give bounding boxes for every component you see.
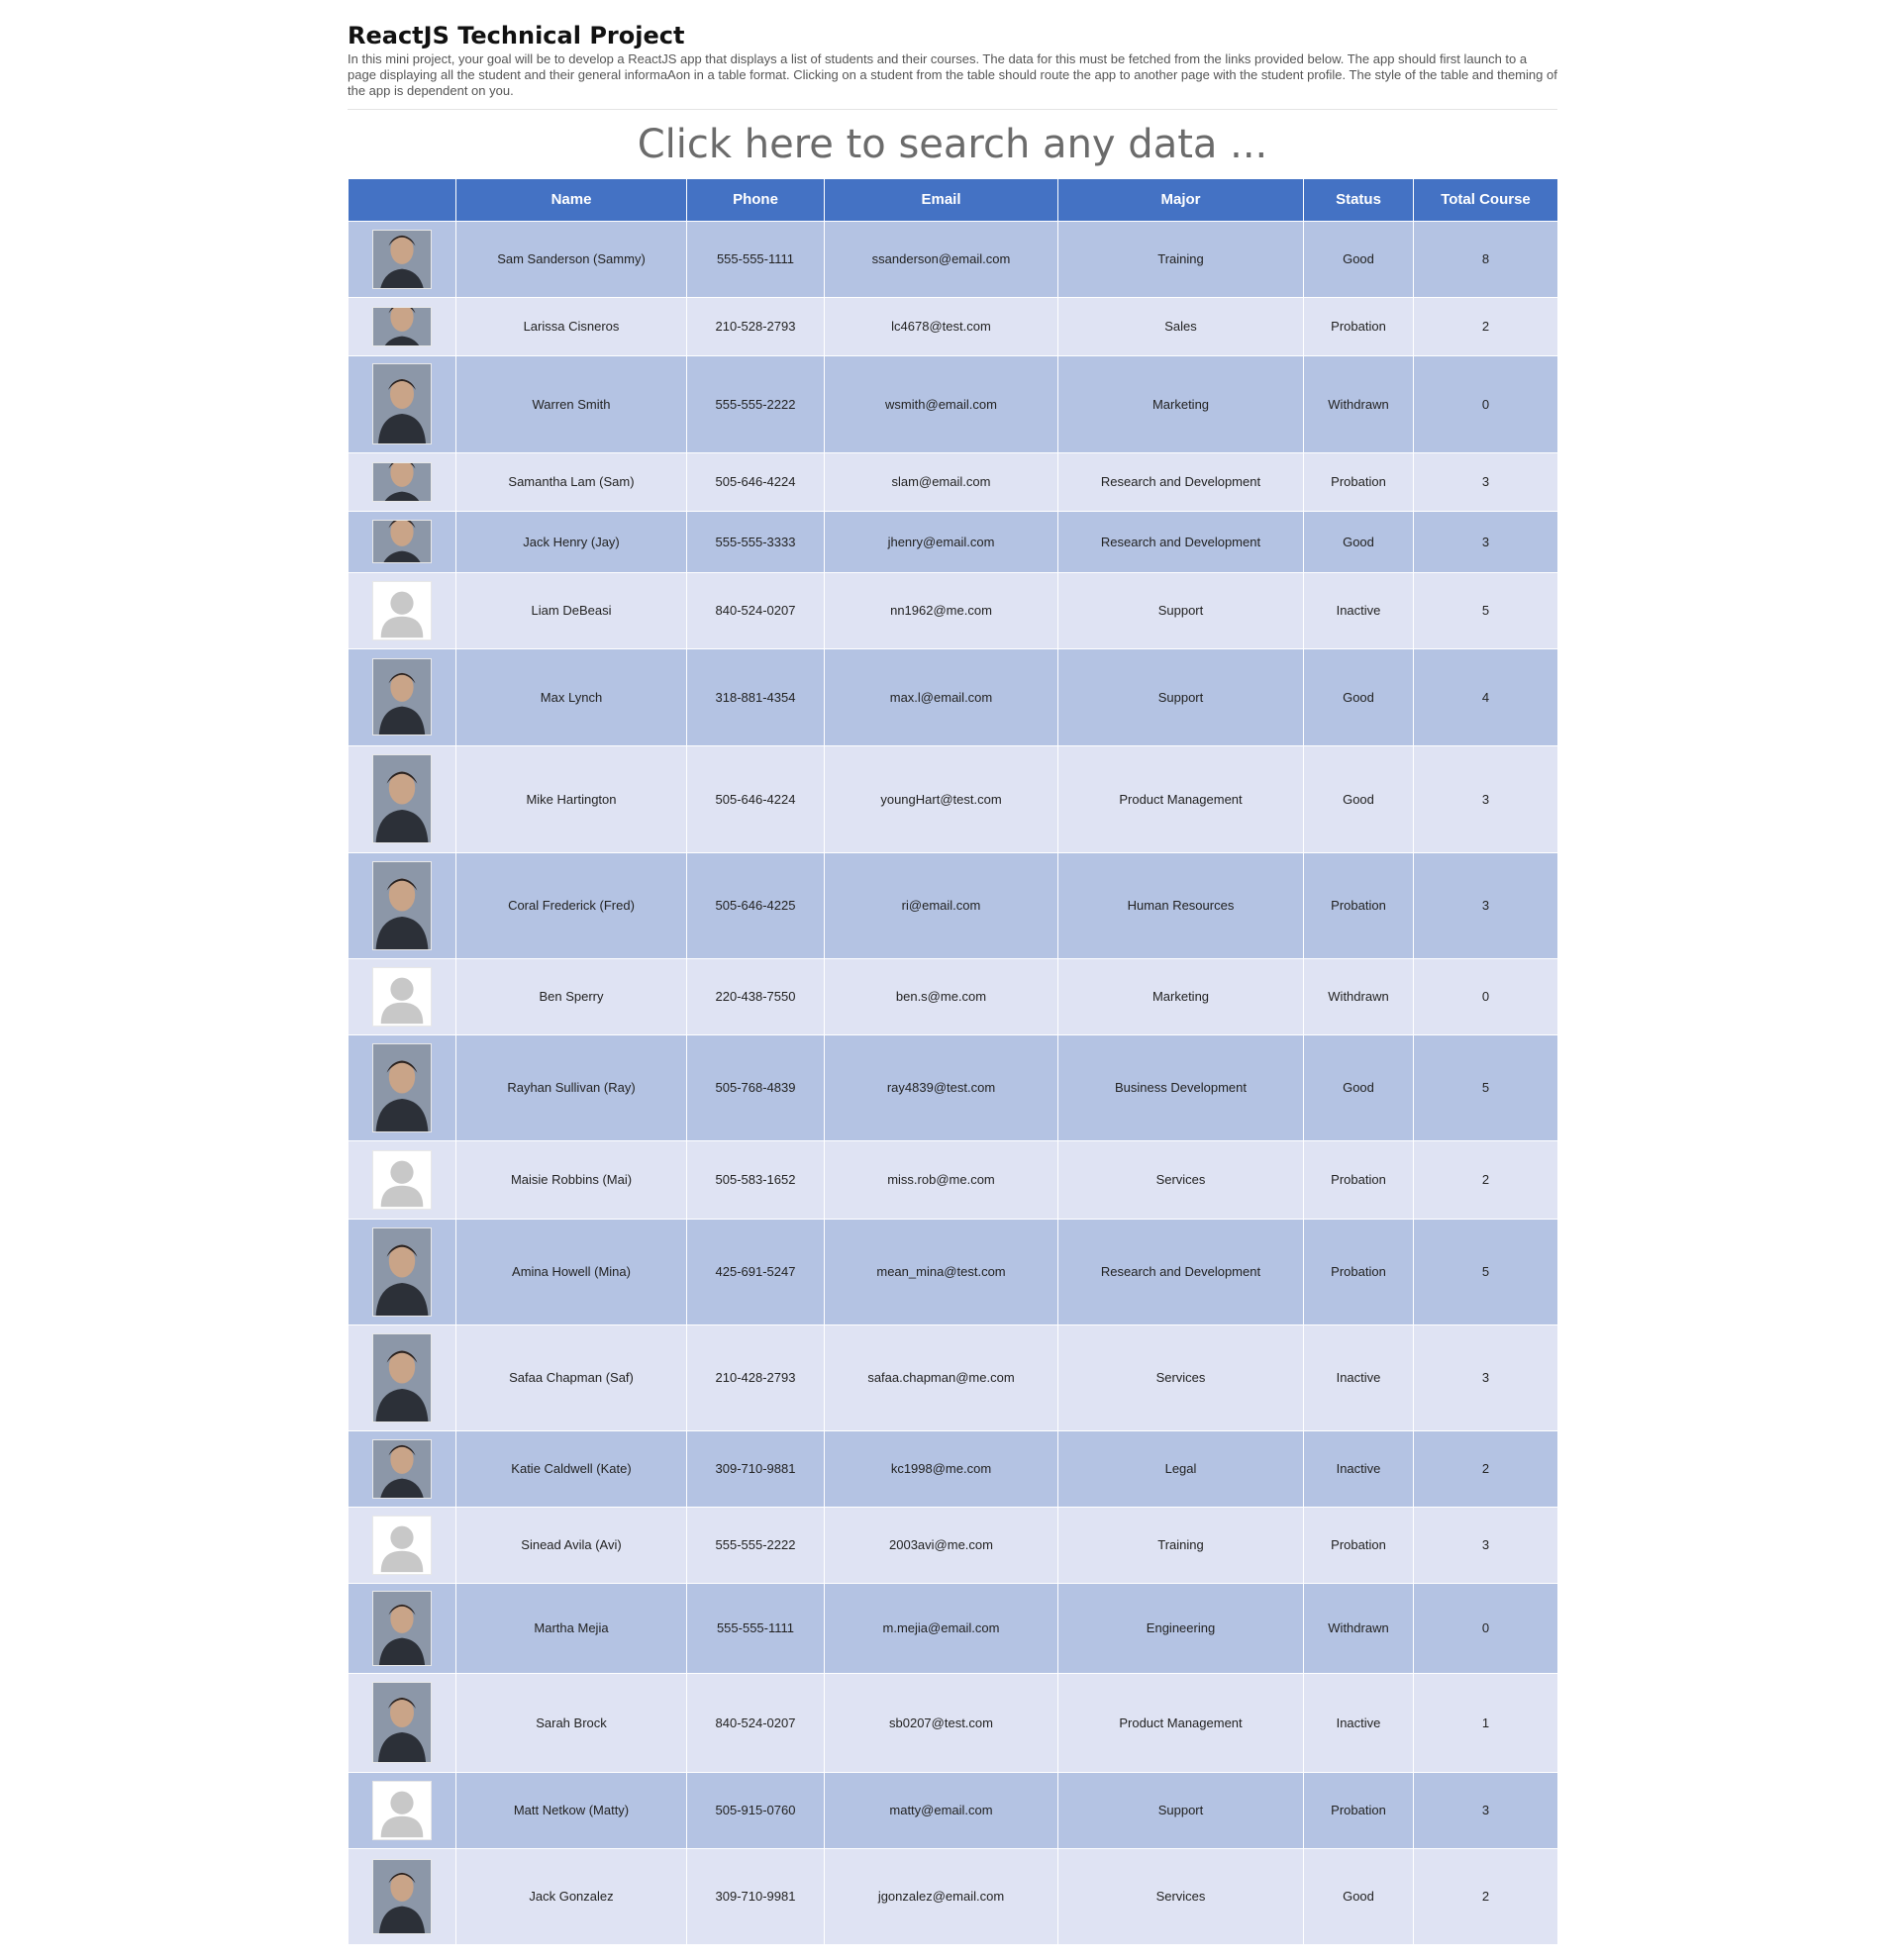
cell-email: m.mejia@email.com — [825, 1583, 1058, 1673]
cell-phone: 505-646-4224 — [687, 745, 825, 852]
cell-phone: 505-768-4839 — [687, 1034, 825, 1140]
cell-major: Support — [1058, 648, 1304, 745]
table-row[interactable] — [349, 221, 1558, 297]
avatar-cell — [349, 1324, 456, 1430]
avatar-cell — [349, 745, 456, 852]
column-header-total-course[interactable]: Total Course — [1414, 179, 1558, 221]
cell-name: Sinead Avila (Avi) — [456, 1507, 687, 1583]
cell-major: Support — [1058, 1772, 1304, 1848]
table-row[interactable] — [349, 1507, 1558, 1583]
avatar-cell — [349, 1583, 456, 1673]
cell-email: matty@email.com — [825, 1772, 1058, 1848]
cell-courses: 2 — [1414, 1140, 1558, 1219]
cell-status: Inactive — [1304, 1324, 1414, 1430]
avatar-cell — [349, 452, 456, 511]
cell-name: Warren Smith — [456, 355, 687, 452]
cell-phone: 840-524-0207 — [687, 572, 825, 648]
cell-name: Samantha Lam (Sam) — [456, 452, 687, 511]
table-row[interactable] — [349, 1673, 1558, 1772]
avatar-cell — [349, 1848, 456, 1944]
cell-major: Marketing — [1058, 355, 1304, 452]
default-avatar-icon — [372, 581, 432, 640]
cell-name: Larissa Cisneros — [456, 297, 687, 355]
cell-courses: 3 — [1414, 852, 1558, 958]
cell-phone: 505-915-0760 — [687, 1772, 825, 1848]
avatar-cell — [349, 221, 456, 297]
cell-name: Sarah Brock — [456, 1673, 687, 1772]
cell-major: Services — [1058, 1140, 1304, 1219]
cell-status: Inactive — [1304, 1430, 1414, 1507]
cell-email: ben.s@me.com — [825, 958, 1058, 1034]
search-input[interactable] — [507, 122, 1398, 167]
cell-name: Sam Sanderson (Sammy) — [456, 221, 687, 297]
cell-name: Jack Gonzalez — [456, 1848, 687, 1944]
cell-status: Probation — [1304, 852, 1414, 958]
cell-phone: 555-555-1111 — [687, 221, 825, 297]
avatar-cell — [349, 852, 456, 958]
avatar-cell — [349, 958, 456, 1034]
student-photo — [372, 1043, 432, 1132]
cell-name: Jack Henry (Jay) — [456, 511, 687, 572]
cell-courses: 4 — [1414, 648, 1558, 745]
cell-name: Katie Caldwell (Kate) — [456, 1430, 687, 1507]
cell-phone: 505-583-1652 — [687, 1140, 825, 1219]
table-row[interactable] — [349, 958, 1558, 1034]
avatar-cell — [349, 1430, 456, 1507]
cell-courses: 1 — [1414, 1673, 1558, 1772]
cell-name: Maisie Robbins (Mai) — [456, 1140, 687, 1219]
cell-name: Mike Hartington — [456, 745, 687, 852]
cell-email: kc1998@me.com — [825, 1430, 1058, 1507]
cell-major: Product Management — [1058, 745, 1304, 852]
table-body — [349, 221, 1558, 1944]
cell-email: youngHart@test.com — [825, 745, 1058, 852]
cell-status: Inactive — [1304, 1673, 1414, 1772]
cell-major: Legal — [1058, 1430, 1304, 1507]
student-photo — [372, 1859, 432, 1934]
cell-email: sb0207@test.com — [825, 1673, 1058, 1772]
cell-email: ssanderson@email.com — [825, 221, 1058, 297]
avatar-cell — [349, 1219, 456, 1324]
cell-courses: 5 — [1414, 1219, 1558, 1324]
cell-courses: 3 — [1414, 1772, 1558, 1848]
cell-courses: 3 — [1414, 745, 1558, 852]
avatar-cell — [349, 1507, 456, 1583]
cell-name: Liam DeBeasi — [456, 572, 687, 648]
student-photo — [372, 363, 432, 444]
column-header-name[interactable]: Name — [456, 179, 687, 221]
cell-phone: 555-555-2222 — [687, 1507, 825, 1583]
student-photo — [372, 1333, 432, 1422]
cell-email: nn1962@me.com — [825, 572, 1058, 648]
cell-name: Matt Netkow (Matty) — [456, 1772, 687, 1848]
default-avatar-icon — [372, 1150, 432, 1210]
search-bar — [348, 110, 1557, 179]
avatar-cell — [349, 297, 456, 355]
cell-name: Safaa Chapman (Saf) — [456, 1324, 687, 1430]
student-photo — [372, 307, 432, 346]
avatar-cell — [349, 648, 456, 745]
column-header-email[interactable]: Email — [825, 179, 1058, 221]
cell-email: max.l@email.com — [825, 648, 1058, 745]
cell-name: Max Lynch — [456, 648, 687, 745]
student-photo — [372, 1227, 432, 1317]
cell-status: Probation — [1304, 452, 1414, 511]
student-photo — [372, 658, 432, 735]
cell-major: Business Development — [1058, 1034, 1304, 1140]
cell-email: jgonzalez@email.com — [825, 1848, 1058, 1944]
student-photo — [372, 462, 432, 502]
cell-courses: 3 — [1414, 1324, 1558, 1430]
student-photo — [372, 1591, 432, 1666]
cell-phone: 505-646-4225 — [687, 852, 825, 958]
cell-major: Product Management — [1058, 1673, 1304, 1772]
cell-status: Withdrawn — [1304, 958, 1414, 1034]
cell-status: Good — [1304, 1034, 1414, 1140]
table-row[interactable] — [349, 1034, 1558, 1140]
page-description: In this mini project, your goal will be to develop a ReactJS app that displays a list of students and their courses. The data for this must be fetched from the links provided below. The app should first launch to a page displaying all the student and their general informaAon in a table format. Clicking on a student from the table should route the app to another page with the student profile. The style of the table and theming of the app is dependent on you. — [348, 51, 1557, 98]
avatar-cell — [349, 511, 456, 572]
cell-email: mean_mina@test.com — [825, 1219, 1058, 1324]
cell-courses: 3 — [1414, 1507, 1558, 1583]
table-row[interactable] — [349, 297, 1558, 355]
cell-major: Research and Development — [1058, 452, 1304, 511]
cell-email: ri@email.com — [825, 852, 1058, 958]
column-header-major[interactable]: Major — [1058, 179, 1304, 221]
cell-status: Inactive — [1304, 572, 1414, 648]
cell-name: Rayhan Sullivan (Ray) — [456, 1034, 687, 1140]
cell-courses: 3 — [1414, 452, 1558, 511]
default-avatar-icon — [372, 1516, 432, 1575]
table-row[interactable] — [349, 648, 1558, 745]
cell-major: Marketing — [1058, 958, 1304, 1034]
cell-courses: 0 — [1414, 1583, 1558, 1673]
cell-major: Services — [1058, 1848, 1304, 1944]
cell-name: Amina Howell (Mina) — [456, 1219, 687, 1324]
cell-phone: 505-646-4224 — [687, 452, 825, 511]
table-row[interactable] — [349, 1430, 1558, 1507]
cell-email: lc4678@test.com — [825, 297, 1058, 355]
cell-major: Training — [1058, 221, 1304, 297]
cell-status: Good — [1304, 1848, 1414, 1944]
cell-email: miss.rob@me.com — [825, 1140, 1058, 1219]
table-row[interactable] — [349, 511, 1558, 572]
cell-phone: 309-710-9981 — [687, 1848, 825, 1944]
column-header-photo[interactable] — [349, 179, 456, 221]
avatar-cell — [349, 1034, 456, 1140]
table-row[interactable] — [349, 1772, 1558, 1848]
default-avatar-icon — [372, 1781, 432, 1840]
page-title: ReactJS Technical Project — [348, 22, 685, 49]
cell-email: jhenry@email.com — [825, 511, 1058, 572]
cell-phone: 220-438-7550 — [687, 958, 825, 1034]
table-row[interactable] — [349, 1140, 1558, 1219]
cell-status: Probation — [1304, 297, 1414, 355]
students-table — [348, 179, 1558, 1945]
cell-phone: 318-881-4354 — [687, 648, 825, 745]
cell-status: Probation — [1304, 1507, 1414, 1583]
cell-status: Probation — [1304, 1140, 1414, 1219]
cell-phone: 555-555-1111 — [687, 1583, 825, 1673]
cell-major: Training — [1058, 1507, 1304, 1583]
cell-status: Withdrawn — [1304, 1583, 1414, 1673]
table-row[interactable] — [349, 1324, 1558, 1430]
cell-phone: 425-691-5247 — [687, 1219, 825, 1324]
cell-courses: 2 — [1414, 1430, 1558, 1507]
cell-status: Good — [1304, 511, 1414, 572]
table-header-row — [349, 179, 1558, 221]
cell-email: ray4839@test.com — [825, 1034, 1058, 1140]
cell-major: Engineering — [1058, 1583, 1304, 1673]
student-photo — [372, 1439, 432, 1499]
table-row[interactable] — [349, 1583, 1558, 1673]
cell-status: Good — [1304, 745, 1414, 852]
cell-status: Probation — [1304, 1219, 1414, 1324]
cell-courses: 0 — [1414, 958, 1558, 1034]
student-photo — [372, 1682, 432, 1763]
cell-phone: 840-524-0207 — [687, 1673, 825, 1772]
default-avatar-icon — [372, 967, 432, 1027]
avatar-cell — [349, 1772, 456, 1848]
cell-courses: 2 — [1414, 1848, 1558, 1944]
table-row[interactable] — [349, 355, 1558, 452]
table-row[interactable] — [349, 852, 1558, 958]
cell-major: Support — [1058, 572, 1304, 648]
cell-phone: 555-555-2222 — [687, 355, 825, 452]
cell-major: Sales — [1058, 297, 1304, 355]
cell-major: Research and Development — [1058, 511, 1304, 572]
cell-status: Withdrawn — [1304, 355, 1414, 452]
table-row[interactable] — [349, 1219, 1558, 1324]
cell-major: Research and Development — [1058, 1219, 1304, 1324]
cell-email: 2003avi@me.com — [825, 1507, 1058, 1583]
cell-courses: 2 — [1414, 297, 1558, 355]
cell-phone: 210-528-2793 — [687, 297, 825, 355]
cell-status: Good — [1304, 221, 1414, 297]
cell-phone: 210-428-2793 — [687, 1324, 825, 1430]
cell-email: safaa.chapman@me.com — [825, 1324, 1058, 1430]
avatar-cell — [349, 355, 456, 452]
column-header-phone[interactable]: Phone — [687, 179, 825, 221]
cell-email: slam@email.com — [825, 452, 1058, 511]
cell-status: Good — [1304, 648, 1414, 745]
table-row[interactable] — [349, 745, 1558, 852]
avatar-cell — [349, 1673, 456, 1772]
student-photo — [372, 520, 432, 563]
cell-courses: 5 — [1414, 1034, 1558, 1140]
cell-status: Probation — [1304, 1772, 1414, 1848]
avatar-cell — [349, 1140, 456, 1219]
cell-courses: 5 — [1414, 572, 1558, 648]
cell-courses: 0 — [1414, 355, 1558, 452]
cell-phone: 555-555-3333 — [687, 511, 825, 572]
student-photo — [372, 230, 432, 289]
table-row[interactable] — [349, 452, 1558, 511]
cell-courses: 8 — [1414, 221, 1558, 297]
cell-major: Services — [1058, 1324, 1304, 1430]
cell-name: Martha Mejia — [456, 1583, 687, 1673]
column-header-status[interactable]: Status — [1304, 179, 1414, 221]
table-row[interactable] — [349, 1848, 1558, 1944]
student-photo — [372, 861, 432, 950]
student-photo — [372, 754, 432, 843]
avatar-cell — [349, 572, 456, 648]
page-container — [348, 22, 1557, 1945]
cell-major: Human Resources — [1058, 852, 1304, 958]
cell-email: wsmith@email.com — [825, 355, 1058, 452]
table-row[interactable] — [349, 572, 1558, 648]
cell-phone: 309-710-9881 — [687, 1430, 825, 1507]
cell-name: Ben Sperry — [456, 958, 687, 1034]
cell-name: Coral Frederick (Fred) — [456, 852, 687, 958]
cell-courses: 3 — [1414, 511, 1558, 572]
